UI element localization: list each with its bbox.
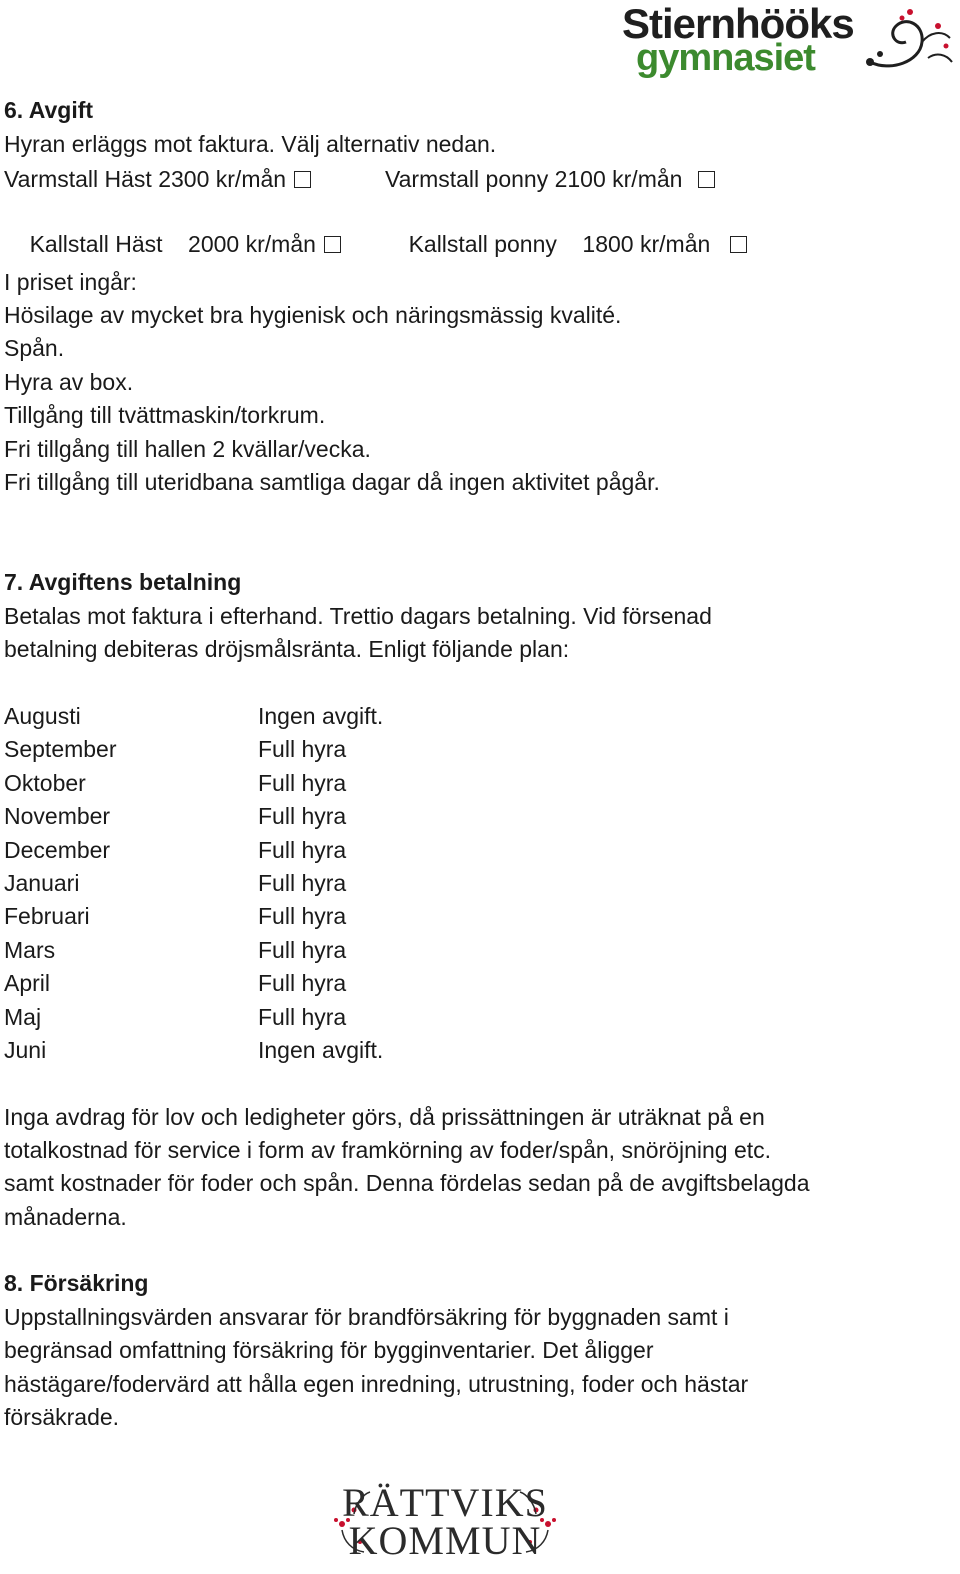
- schedule-month: April: [4, 970, 51, 997]
- section-6-intro: Hyran erläggs mot faktura. Välj alternativ nedan.: [4, 131, 497, 157]
- logo-line-1: Stiernhööks: [622, 0, 854, 47]
- section-7-note: Inga avdrag för lov och ledigheter görs, då prissättningen är uträknat på en: [4, 1104, 765, 1130]
- included-item: Fri tillgång till uteridbana samtliga dagar då ingen aktivitet pågår.: [4, 469, 660, 495]
- schedule-month: November: [4, 803, 111, 830]
- schedule-fee: Full hyra: [258, 970, 347, 997]
- section-8-text: Uppstallningsvärden ansvarar för brandförsäkring för byggnaden samt i: [4, 1304, 729, 1330]
- stiernhooks-gymnasiet-logo: [620, 2, 956, 86]
- schedule-month: Augusti: [4, 703, 81, 729]
- option-varmstall-hast-label: Varmstall Häst 2300 kr/mån: [4, 166, 287, 192]
- logo-line-2: gymnasiet: [636, 37, 815, 79]
- schedule-fee: Full hyra: [258, 836, 347, 863]
- schedule-month: Maj: [4, 1003, 42, 1030]
- section-8-text: hästägare/fodervärd att hålla egen inredning, utrustning, foder och hästar: [4, 1371, 749, 1397]
- schedule-fee: Ingen avgift.: [258, 1036, 384, 1063]
- included-item: Hyra av box.: [4, 369, 134, 395]
- option-kallstall-hast-label: Kallstall Häst 2000 kr/mån: [29, 231, 316, 257]
- rattviks-kommun-logo: [330, 1480, 560, 1570]
- ornament-swirl-icon: [850, 2, 956, 82]
- schedule-fee: Full hyra: [258, 769, 347, 796]
- included-item: Fri tillgång till hallen 2 kvällar/vecka.: [4, 436, 371, 462]
- schedule-month: December: [4, 836, 111, 863]
- schedule-fee: Full hyra: [258, 736, 347, 763]
- schedule-month: September: [4, 736, 117, 763]
- option-varmstall-hast-checkbox[interactable]: [294, 171, 311, 188]
- schedule-fee: Full hyra: [258, 903, 347, 930]
- schedule-month: Februari: [4, 903, 90, 930]
- schedule-fee: Full hyra: [258, 803, 347, 830]
- section-8-heading: 8. Försäkring: [4, 1270, 149, 1296]
- option-row-2b: [383, 199, 747, 289]
- section-7-note: totalkostnad för service i form av framkörning av foder/spån, snöröjning etc.: [4, 1137, 772, 1163]
- section-8-text: försäkrade.: [4, 1404, 120, 1430]
- included-item: Hösilage av mycket bra hygienisk och näringsmässig kvalité.: [4, 302, 622, 328]
- section-6-heading: 6. Avgift: [4, 97, 94, 123]
- option-kallstall-ponny-label: Kallstall ponny 1800 kr/mån: [408, 231, 711, 257]
- schedule-month: Mars: [4, 936, 56, 963]
- option-row-1b: [385, 164, 715, 194]
- schedule-fee: Full hyra: [258, 869, 347, 896]
- schedule-month: Juni: [4, 1036, 47, 1063]
- schedule-fee: Ingen avgift.: [258, 703, 384, 729]
- option-kallstall-hast-checkbox[interactable]: [324, 236, 341, 253]
- schedule-fee: Full hyra: [258, 936, 347, 963]
- section-7-note: månaderna.: [4, 1204, 127, 1230]
- schedule-month: Oktober: [4, 769, 86, 796]
- included-item: Spån.: [4, 335, 65, 361]
- section-8-text: begränsad omfattning försäkring för bygginventarier. Det åligger: [4, 1337, 654, 1363]
- section-7-text: betalning debiteras dröjsmålsränta. Enligt följande plan:: [4, 636, 570, 662]
- schedule-month: Januari: [4, 869, 80, 896]
- schedule-fee: Full hyra: [258, 1003, 347, 1030]
- section-7-text: Betalas mot faktura i efterhand. Trettio dagars betalning. Vid försenad: [4, 603, 712, 629]
- included-heading: I priset ingår:: [4, 269, 137, 295]
- option-row-1: [4, 164, 311, 194]
- option-kallstall-ponny-checkbox[interactable]: [730, 236, 747, 253]
- section-7-heading: 7. Avgiftens betalning: [4, 569, 242, 595]
- option-varmstall-ponny-label: Varmstall ponny 2100 kr/mån: [385, 166, 683, 192]
- option-varmstall-ponny-checkbox[interactable]: [698, 171, 715, 188]
- included-item: Tillgång till tvättmaskin/torkrum.: [4, 402, 326, 428]
- footer-logo-line-1: RÄTTVIKS: [342, 1480, 548, 1525]
- footer-logo-line-2: KOMMUN: [348, 1518, 542, 1563]
- section-7-note: samt kostnader för foder och spån. Denna fördelas sedan på de avgiftsbelagda: [4, 1170, 810, 1196]
